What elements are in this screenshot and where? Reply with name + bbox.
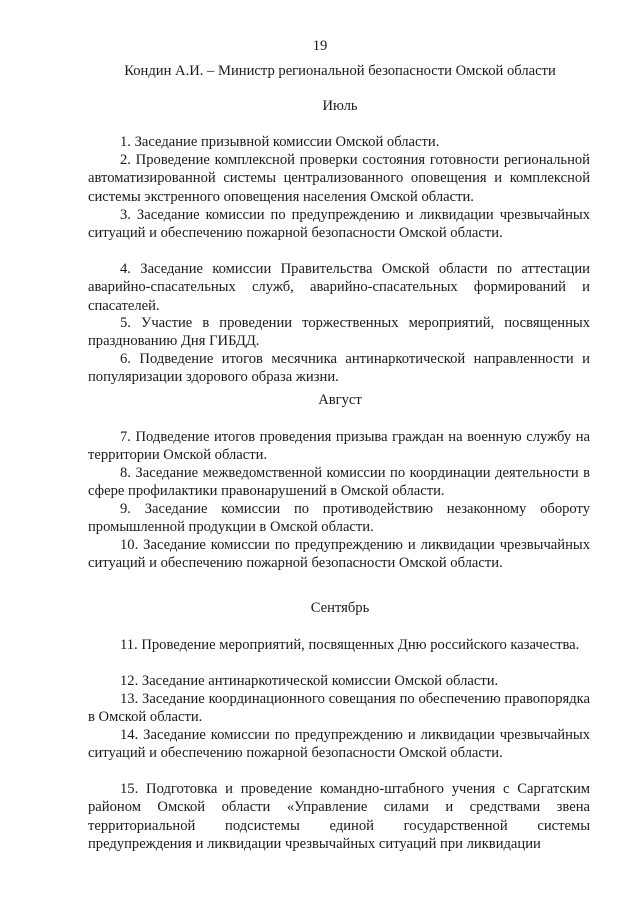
list-item: 1. Заседание призывной комиссии Омской области. — [120, 134, 440, 150]
list-item: 8. Заседание межведомственной комиссии по координации деятельности в сфере профилактики правонарушений в Омской области. — [88, 465, 590, 500]
list-item: 3. Заседание комиссии по предупреждению и ликвидации чрезвычайных ситуаций и обеспечению пожарной безопасности Омской области. — [88, 207, 590, 242]
month-heading-august: Август — [318, 392, 362, 408]
list-item: 15. Подготовка и проведение командно-штабного учения с Саргатским районом Омской области «Управление силами и средствами звена территориальной подсистемы единой государственной системы предупреждения и ликвидации чрезвычайных ситуаций при ликвидации — [88, 781, 590, 853]
list-item: 6. Подведение итогов месячника антинаркотической направленности и популяризации здорового образа жизни. — [88, 351, 590, 386]
list-item: 12. Заседание антинаркотической комиссии Омской области. — [120, 673, 499, 689]
list-item: 11. Проведение мероприятий, посвященных Дню российского казачества. — [120, 637, 580, 653]
list-item: 2. Проведение комплексной проверки состояния готовности региональной автоматизированной системы централизованного оповещения и комплексной системы экстренного оповещения населения Омской области. — [88, 152, 590, 205]
list-item: 14. Заседание комиссии по предупреждению и ликвидации чрезвычайных ситуаций и обеспечению пожарной безопасности Омской области. — [88, 727, 590, 762]
list-item: 4. Заседание комиссии Правительства Омской области по аттестации аварийно-спасательных служб, аварийно-спасательных формирований и спасателей. — [88, 261, 590, 314]
list-item: 7. Подведение итогов проведения призыва граждан на военную службу на территории Омской области. — [88, 429, 590, 464]
list-item: 13. Заседание координационного совещания по обеспечению правопорядка в Омской области. — [88, 691, 590, 726]
list-item: 5. Участие в проведении торжественных мероприятий, посвященных празднованию Дня ГИБДД. — [88, 315, 590, 350]
month-heading-july: Июль — [322, 98, 358, 114]
list-item: 9. Заседание комиссии по противодействию незаконному обороту промышленной продукции в Омской области. — [88, 501, 590, 536]
document-header: Кондин А.И. – Министр региональной безопасности Омской области — [124, 63, 556, 79]
page-number: 19 — [312, 38, 328, 54]
list-item: 10. Заседание комиссии по предупреждению и ликвидации чрезвычайных ситуаций и обеспечению пожарной безопасности Омской области. — [88, 537, 590, 572]
month-heading-september: Сентябрь — [310, 600, 370, 616]
